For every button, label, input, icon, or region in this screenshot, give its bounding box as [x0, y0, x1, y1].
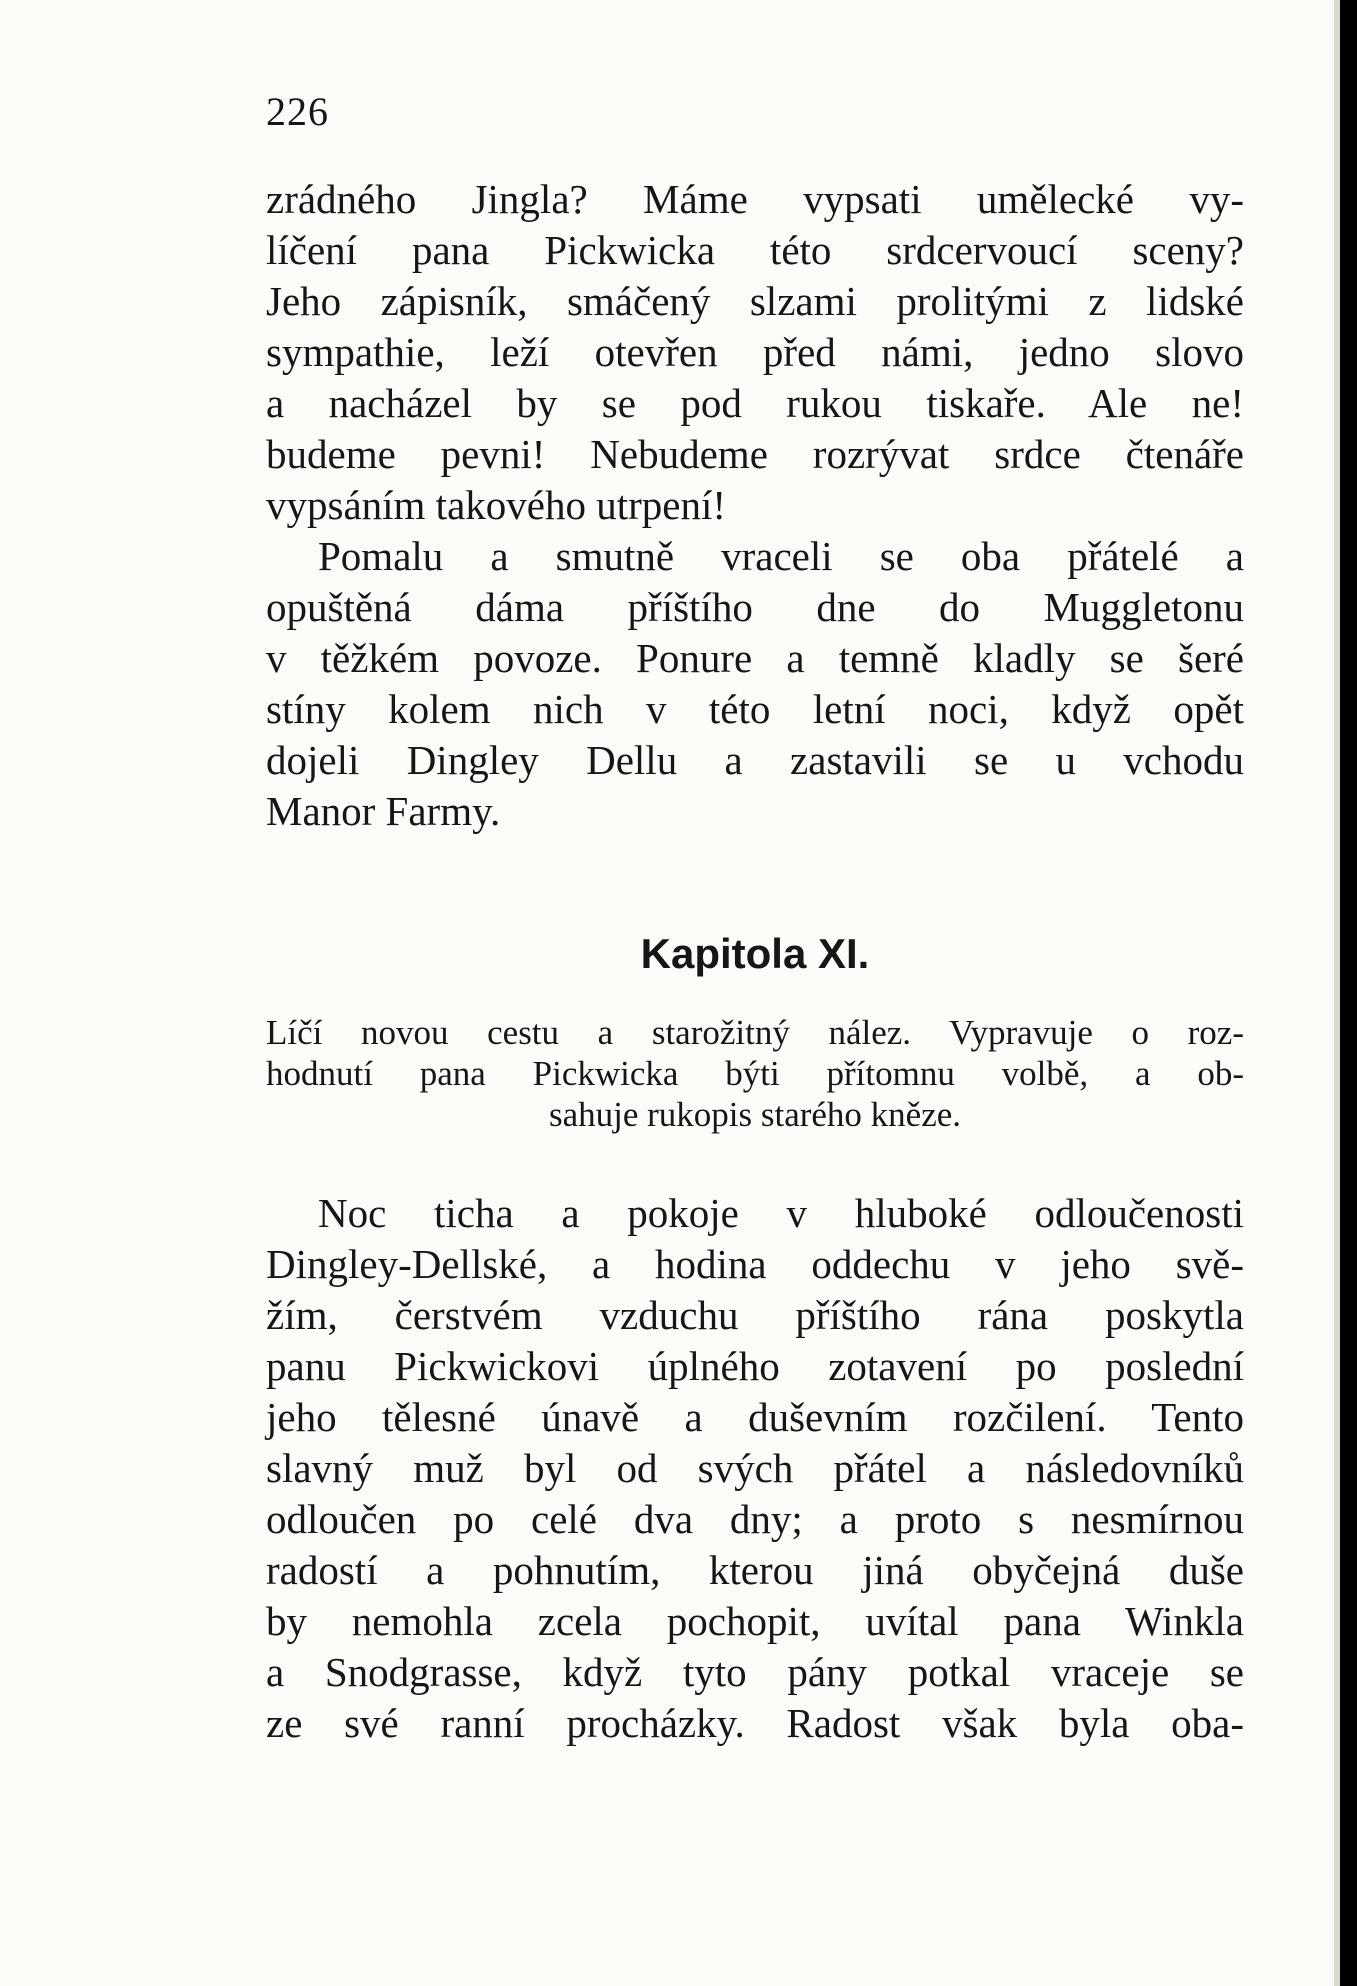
text-line: vypsáním takového utrpení!: [266, 482, 727, 528]
text-line: Noc ticha a pokoje v hluboké odloučenosti: [318, 1190, 1244, 1236]
text-line: Manor Farmy.: [266, 788, 501, 834]
text-line: by nemohla zcela pochopit, uvítal pana Winkla: [266, 1598, 1244, 1644]
chapter-title: Kapitola XI.: [640, 930, 870, 977]
summary-line: sahuje rukopis starého kněze.: [548, 1095, 962, 1134]
text-line: odloučen po celé dva dny; a proto s nesmírnou: [266, 1496, 1244, 1542]
text-line: slavný muž byl od svých přátel a následovníků: [266, 1445, 1244, 1491]
text-line: líčení pana Pickwicka této srdcervoucí sceny?: [266, 227, 1244, 273]
scan-border: [1340, 0, 1357, 1986]
text-line: a Snodgrasse, když tyto pány potkal vraceje se: [266, 1649, 1244, 1695]
summary-line: hodnutí pana Pickwicka býti přítomnu volbě, a ob-: [266, 1054, 1244, 1093]
text-line: Pomalu a smutně vraceli se oba přátelé a: [318, 533, 1244, 579]
page-number: 226: [266, 89, 329, 134]
text-line: v těžkém povoze. Ponure a temně kladly se šeré: [266, 635, 1244, 681]
text-line: žím, čerstvém vzduchu příštího rána poskytla: [266, 1292, 1244, 1338]
text-line: sympathie, leží otevřen před námi, jedno slovo: [266, 329, 1244, 375]
chapter-summary: [266, 1012, 1244, 1135]
text-line: opuštěná dáma příštího dne do Muggletonu: [266, 584, 1244, 630]
text-line: Jeho zápisník, smáčený slzami prolitými z lidské: [266, 278, 1244, 324]
summary-line: Líčí novou cestu a starožitný nález. Vypravuje o roz-: [266, 1013, 1244, 1052]
text-line: stíny kolem nich v této letní noci, když opět: [266, 686, 1244, 732]
text-line: ze své ranní procházky. Radost však byla oba-: [266, 1700, 1244, 1746]
paragraphs-before-chapter: [266, 174, 1244, 837]
text-line: radostí a pohnutím, kterou jiná obyčejná duše: [266, 1547, 1244, 1593]
text-line: a nacházel by se pod rukou tiskaře. Ale ne!: [266, 380, 1244, 426]
chapter-body: [266, 1188, 1244, 1749]
text-line: jeho tělesné únavě a duševním rozčilení. Tento: [266, 1394, 1244, 1440]
text-line: dojeli Dingley Dellu a zastavili se u vchodu: [266, 737, 1244, 783]
text-line: panu Pickwickovi úplného zotavení po poslední: [266, 1343, 1244, 1389]
text-line: Dingley-Dellské, a hodina oddechu v jeho svě-: [266, 1241, 1244, 1287]
text-line: zrádného Jingla? Máme vypsati umělecké vy-: [266, 176, 1244, 222]
text-line: budeme pevni! Nebudeme rozrývat srdce čtenáře: [266, 431, 1244, 477]
